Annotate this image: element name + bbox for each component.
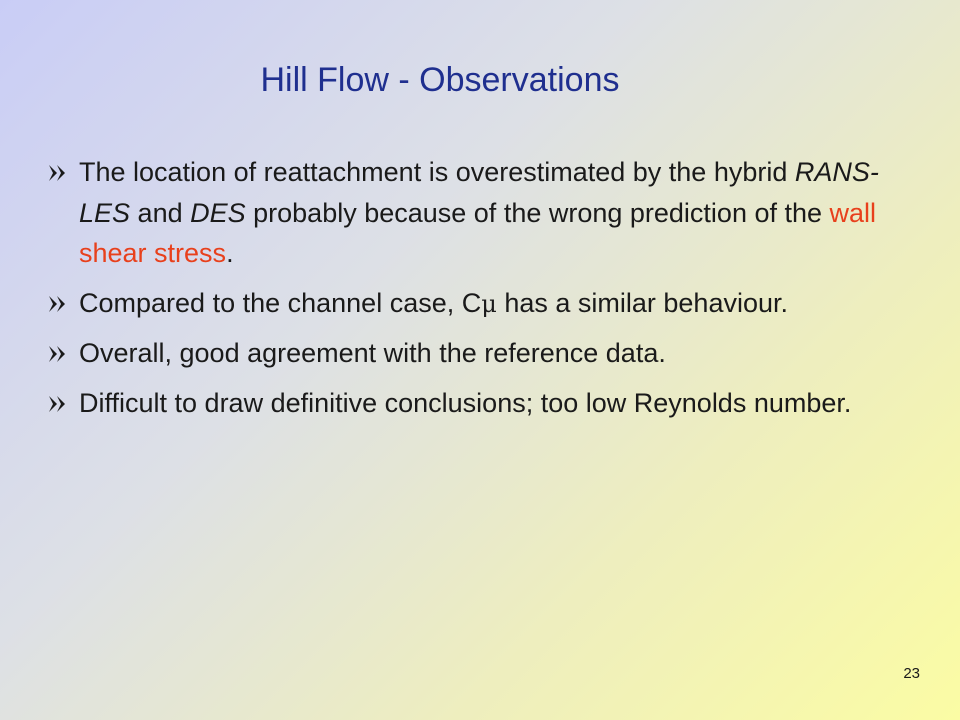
bullet-text: Compared to the channel case, C bbox=[79, 287, 482, 318]
page-number: 23 bbox=[903, 665, 920, 682]
bullet-list bbox=[46, 152, 896, 432]
bullet-text: probably because of the wrong prediction of the bbox=[245, 197, 830, 228]
bullet-item-cmu bbox=[46, 283, 896, 325]
bullet-text: and bbox=[130, 197, 191, 228]
bullet-text: has a similar behaviour. bbox=[496, 287, 788, 318]
bullet-text: Difficult to draw definitive conclusions; too low Reynolds number. bbox=[79, 387, 852, 418]
bullet-item-agreement bbox=[46, 333, 896, 374]
arrow-bullet-icon bbox=[46, 284, 70, 322]
rans-les-term: RANS-LES bbox=[79, 157, 879, 228]
bullet-text: . bbox=[226, 238, 234, 268]
bullet-text: The location of reattachment is overestimated by the hybrid bbox=[79, 157, 795, 187]
arrow-bullet-icon bbox=[46, 334, 70, 372]
slide-title: Hill Flow - Observations bbox=[260, 61, 620, 99]
arrow-bullet-icon bbox=[46, 153, 70, 191]
bullet-item-conclusions bbox=[46, 383, 896, 424]
des-term: DES bbox=[190, 197, 246, 228]
bullet-item-reattachment bbox=[46, 152, 896, 274]
wall-shear-stress-highlight: wall shear stress bbox=[79, 197, 877, 268]
arrow-bullet-icon bbox=[46, 384, 70, 422]
mu-symbol: μ bbox=[481, 289, 497, 318]
bullet-text: Overall, good agreement with the reference data. bbox=[79, 338, 666, 368]
